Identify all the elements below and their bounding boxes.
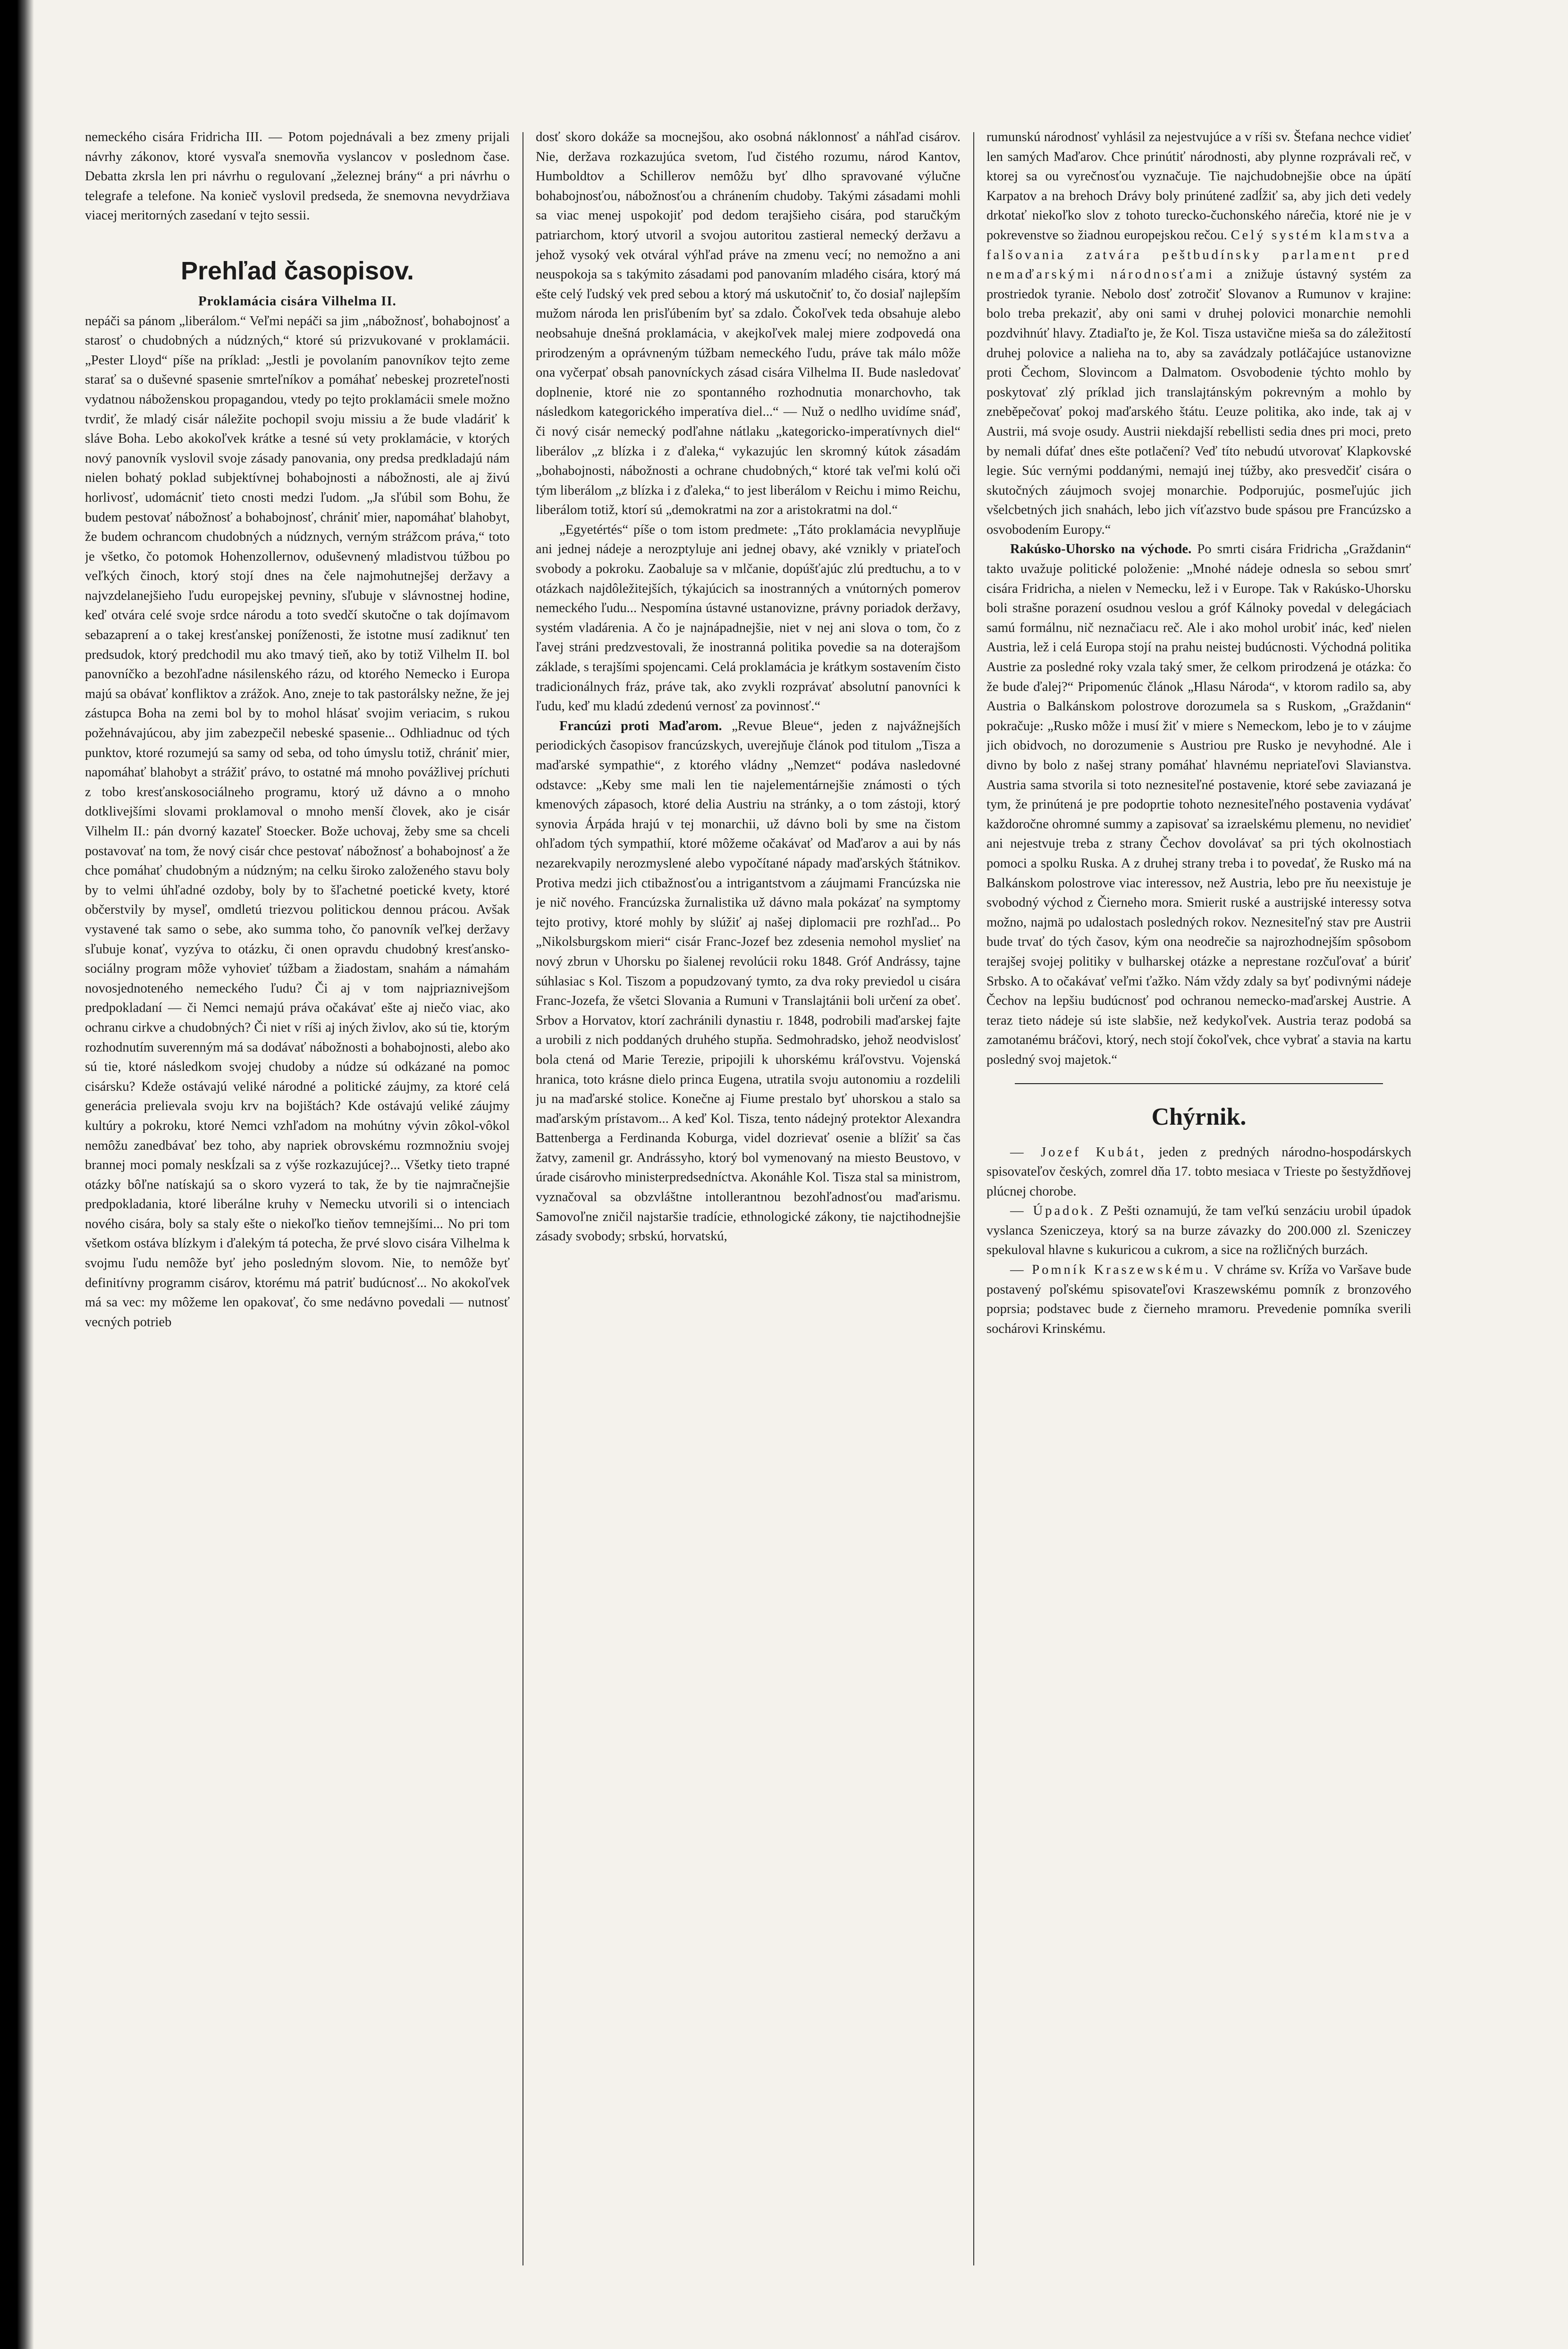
newspaper-page	[85, 127, 1421, 2270]
news-text: Z Pešti oznamujú, že tam veľkú senzáciu urobil úpadok vyslanca Szeniczeya, ktorý sa na burze závazky do 200.000 zl. Szeniczey spekuloval hlavne s kukuricou a cukrom, a sice na rožličných burzách.	[986, 1204, 1411, 1258]
news-lead: — Pomník Kraszewskému.	[1010, 1263, 1211, 1278]
news-item	[986, 1201, 1411, 1260]
lead-phrase: nepáči sa pánom „liberálom.“	[85, 313, 246, 328]
article-text: „Revue Bleue“, jeden z najvážnejších periodických časopisov francúzskych, uverejňuje článok pod titulom „Tisza a maďarské sympathie“, z ktorého vládny „Nemzet“ podáva nasledovné odstavce: „Keby sme mali len tie najelementárnejšie známosti o tých kmenových zápasoch, ktoré delia Austriu na stránky, a o tom zástoji, ktorý synovia Árpáda hrajú v tej monarchii, už dávno boli by sme na čistom ohľadom tých sympathií, ktoré môžeme očakávať od Maďarov a aui by nás nezarekvapily nerozmyslené alebo vypočítané nápady maďarských štátnikov. Protiva medzi jich ctibažnosťou a intrigantstvom a záujmami Francúzska nie je nič nového. Francúzska žurnalistika už dávno mala pokázať na symptomy tejto protivy, ktoré mohly by slúžiť aj našej diplomacii pre rozhľad... Po „Nikolsburgskom mieri“ cisár Franc-Jozef bez zdesenia nemohol myslieť na nový zbrun v Uhorsku po šialenej revolúcii roku 1848. Gróf Andrássy, tajne súhlasiac s Kol. Tiszom a popudzovaný tymto, za dva roky previedol u cisára Franc-Jozefa, že všetci Slovania a Rumuni v Translajtánii boli určení za obeť. Srbov a Horvatov, ktorí zachránili dynastiu r. 1848, podrobili maďarskej fajte a urobili z nich poddaných druhého stupňa. Sedmohradsko, jehož neodvislosť bola ctená od Marie Terezie, pripojili k uhorskému kráľovstvu. Vojenská hranica, toto krásne dielo princa Eugena, utratila svoju autonomiu a rozdelili ju na maďarské stolice. Konečne aj Fiume prestalo byť uhorskou a stalo sa maďarským prístavom... A keď Kol. Tisza, tento nádejný protektor Alexandra Battenberga a Ferdinanda Koburga, videl dozrievať osenie a blížiť sa čas žatvy, zamenil gr. Andrássyho, ktorý bol vymenovaný na miesto Beustovo, v úrade cisárovho ministerpredsedníctva. Akonáhle Kol. Tisza stal sa ministrom, vyznačoval sa obzvláštne intollerantnou bezohľadnosťou maďarismu. Samovoľne zničil najstaršie tradície, ethnologické zákony, tie najctihodnejšie zásady svobody; srbskú, horvatskú,	[536, 718, 961, 1244]
emphasis-text: Celý systém klamstva a falšovania zatvára peštbudínsky parlament pred nemaďarskými národnosťami	[986, 227, 1411, 282]
article-headline: Francúzi proti Maďarom.	[559, 718, 722, 733]
section-title: Prehľad časopisov.	[181, 256, 414, 285]
section-divider	[1015, 1083, 1383, 1084]
article-text: rumunskú národnosť vyhlásil za nejestvujúce a v ríši sv. Štefana nechce vidieť len samých Maďarov. Chce prinútiť národnosti, aby plynne rozprávali reč, v ktorej sa ou vyrečnosťou vyznačuje. Tie najchudobnejšie obce na úpätí Karpatov a na brehoch Drávy boly prinútené zadĺžiť sa, aby jich deti vedely drkotať niekoľko slov z tohoto turecko-čuchonského nárečia, ktoré nie je v pokrevenstve so žiadnou europejskou rečou.	[986, 130, 1411, 243]
article-body: dosť skoro dokáže sa mocnejšou, ako osobná náklonnosť a náhľad cisárov. Nie, deržava rozkazujúca svetom, ľud čistého rozumu, národ Kantov, Humboldtov a Schillerov nemôžu byť dlho spravované výlučne bohabojnosťou, nábožnosťou a chránením chudoby. Takými zásadami mohli sa viac menej uspokojiť pod dedom terajšieho cisára, pod staručkým patriarchom, ktorý utvoril a svojou autoritou zastieral nemecký deržavu a jehož vysoký vek otváral výhľad práve na zmenu vecí; no nemožno a ani neuspokoja sa s takýmito zásadami pod panovaním mladého cisára, ktorý má ešte celý ľudský vek pred sebou a ktorý má uskutočniť to, čo dosiaľ najlepším mužom národa len prisľúbením byť sa zdalo. Čokoľvek teda obsahuje alebo neobsahuje dnešná proklamácia, v akejkoľvek malej miere zodpovedá ona prirodzeným a oprávneným túžbam nemeckého ľudu, práve tak málo môže ona vyčerpať obsah panovníckych zásad cisára Vilhelma II. Bude nasledovať doplnenie, ktoré nie zo spontanného rozhodnutia monarchovho, tak následkom kategorického imperatíva diel...“ — Nuž o nedlho uvidíme snáď, či nový cisár nemecký podľahne nátlaku „kategoricko-imperatívnych diel“ liberálov „z blízka i z ďaleka,“ vykazujúc len skromný kútok zásadám „bohabojnosti, nábožnosti a ochrane chudobných,“ ktoré tak veľmi kolú oči tým liberálom „z blízka i z ďaleka,“ to jest liberálom v Reichu i mimo Reichu, liberálom totiž, ktorí sú „demokratmi na zor a aristokratmi na dol.“	[536, 130, 961, 518]
news-lead: — Jozef Kubát,	[1010, 1145, 1146, 1160]
news-text: V chráme sv. Kríža vo Varšave bude postavený poľskému spisovateľovi Kraszewskému pomník z bronzového poprsia; podstavec bude z čierneho mramoru. Prevedenie pomníka sverili sochárovi Krinskému.	[986, 1263, 1411, 1336]
news-text: jeden z predných národno-hospodárskych spisovateľov českých, zomrel dňa 17. tobto mesiaca v Trieste po šestyždňovej plúcnej chorobe.	[986, 1145, 1411, 1199]
column-2	[536, 127, 961, 2270]
article-text: Veľmi nepáči sa jim „nábožnosť, bohabojnosť a starosť o chudobných a núdzných,“ ktoré sú prizvukované v proklamácii. „Pester Lloyd“ píše na príklad: „Jestli je povolaním panovníkov tejto zeme starať sa o duševné spasenie smrteľníkov a pomáhať nebeskej prozreteľnosti vydatnou náboženskou propagandou, vtedy po tejto proklamácii smele možno tvrdiť, že mladý cisár náležite pochopil svoju missiu a že bude vladáriť k sláve Boha. Lebo akokoľvek krátke a tesné sú vety proklamácie, v ktorých nový panovník vyslovil svoje zásady panovania, ony predsa predkladajú nám nielen bohatý poklad subjektívnej bohabojnosti a nábožnosti, ale aj živú horlivosť, udomácniť tieto cnosti medzi ľudom. „Ja sľúbil som Bohu, že budem pestovať nábožnosť a bohabojnosť, chrániť mier, napomáhať blahobyt, že budem ochrancom chudobných a núdznych, verným strážcom práva,“ toto je všetko, čo potomok Hohenzollernov, oduševnený mladistvou túžbou po veľkých činoch, ktorý stojí dnes na čele najmohutnejšej deržavy a najvzdelanejšieho ľudu europejskej pevniny, sľubuje v slávnostnej hodine, keď otvára celé svoje srdce národu a toto svedčí skutočne o tak dojímavom sebazaprení a o takej kresťanskej poníženosti, že istotne musí zadiknuť ten predsudok, ktorý predchodil mu ako tmavý tieň, ako by totiž Vilhelm II. bol panovníčko a bezohľadne násilenského rázu, od ktorého Nemecko i Europa majú sa obávať konfliktov a zrážok. Ano, zneje to tak pastorálsky nežne, že jej zástupca Boha na zemi bol by to mohol hlásať svojim veriacim, s rukou požehnávajúcou, aby jim zabezpečil nebeské spasenie... Odhliadnuc od tých punktov, ktoré rozumejú sa samy od seba, od toho úmyslu totiž, chrániť mier, napomáhať blahobyt a strážiť právo, to ostatné má mnoho povážlivej príchuti z tobo kresťanskosociálneho programu, ktorý už dávno a o mnoho dotklivejšími slovami proklamoval o mnoho menší človek, ako je cisár Vilhelm II.: pán dvorný kazateľ Stoecker. Bože uchovaj, žeby sme sa chceli postavovať na tom, že nový cisár chce pestovať nábožnosť a bohabojnosť a že chce pomáhať chudobným a núdzným; na celku široko založeného stavu boly by to velmi úhľadné ozdoby, boly by to šľachetné poetické kvety, ktoré občerstvily by myseľ, omdletú triezvou politickou dennou prácou. Avšak vystavené tak samo o sebe, ako summa toho, čo panovník veľkej deržavy sľubuje konať, vyzýva to otázku, či onen opravdu chudobný kresťansko-sociálny program môže vyhovieť túžbam a žiadostam, snahám a námahám novosjednoteného nemeckého ľudu? Či aj v tom najpriaznivejšom predpokladaní — či Nemci nemajú práva očakávať ešte aj niečo viac, ako ochranu cirkve a chudobných? Či niet v ríši aj iných živlov, ako sú tie, ktorým rozhodnutím suverenným má sa dodávať nábožnosti a bohabojnosti, alebo ako sú tie, ktoré následkom svojej chudoby a núdze sú odkázané na pomoc cisársku? Kdeže ostávajú veliké národné a politické záujmy, za ktoré celá generácia prelievala svoju krv na bojištách? Kde ostávajú veliké záujmy kultúry a pokroku, ktoré Nemci vzhľadom na mohútny vývin zôkol-vôkol nemôžu zanedbávať bez toho, aby napriek obrovskému rozmnožniu svojej brannej moci pomaly neskĺzali sa z výše rozkazujúcej?... Všetky tieto trapné otázky bôľne natískajú sa o skoro vyzerá to tak, že by tie najmračnejšie predpokladania, ktoré liberálne kruhy v Nemecku utvorili si o intenciach nového cisára, boly sa staly ešte o niekoľko tieňov temnejšími... No pri tom všetkom ostáva blízkym i ďalekým tá potecha, že prvé slovo cisára Vilhelma k svojmu ľudu nemôže byť jeho posledným slovom. Nie, to nemôže byť definitívny programm cisárov, ktorému má patriť budúcnosť... No akokoľvek má sa vec: my môžeme len opakovať, čo sme nedávno povedali — nutnosť vecných potrieb	[85, 313, 510, 1330]
article-body: „Egyetértés“ píše o tom istom predmete: „Táto proklamácia nevyplňuje ani jednej nádeje a nerozptyluje ani jednej obavy, aké vznikly v priateľoch svobody a pokroku. Zaobaluje sa v mlčanie, dopúšťajúc zlú predtuchu, a to v otázkach najdôležitejších, týkajúcich sa inostranných a vnútorných pomerov nemeckého ľudu... Nespomína ústavné ustanovizne, právny poriadok deržavy, systém vladárenia. A čo je najnápadnejšie, niet v nej ani slova o tom, čo z ľavej stráni predzvestovali, že inostranná politika povedie sa na doterajšom základe, s terajšími spojencami. Celá proklamácia je krátkym sostavením čisto tradicionálnych fráz, práve tak, ako zvykli rozprávať absolutní panovníci k ľudu, keď mu kladú zdedenú vernosť za povinnosť.“	[536, 522, 961, 714]
column-3	[986, 127, 1411, 2270]
article-continuation: nemeckého cisára Fridricha III. — Potom pojednávali a bez zmeny prijali návrhy zákonov, ktoré vysvaľa snemovňa vyslancov v poslednom čase. Debatta zkrsla len pri návrhu o regulovaní „železnej brány“ a pri návrhu o telegrafe a telefone. Na konieč vyslovil predseda, že snemovna nevydržiava viacej meritorných zasedaní v tejto sessii.	[85, 130, 510, 223]
article-headline: Rakúsko-Uhorsko na východe.	[1010, 542, 1192, 557]
article-text: Po smrti cisára Fridricha „Graždanin“ takto uvažuje politické položenie: „Mnohé nádeje odnesla so sebou smrť cisára Fridricha, a nielen v Nemecku, lež i v Europe. Tak v Rakúsko-Uhorsku boli strašne porazení osudnou veslou a gróf Kálnoky povedal v delegáciach samú formálnu, nič neznačiacu reč. Ale i ako mohol urobiť inác, keď nielen Austria, lež i celá Europa stojí na prahu neistej budúcnosti. Východná politika Austrie za posledné roky vzala taký smer, že celkom prirodzená je otázka: čo že bude ďalej?“ Pripomenúc článok „Hlasu Národa“, v ktorom radilo sa, aby Austria o Balkánskom polostrove dorozumela sa s Ruskom, „Graždanin“ pokračuje: „Rusko môže i musí žiť v miere s Nemeckom, lebo je to v záujme jich obidvoch, no dorozumenie s Austriou pre Rusko je nevyhodné. Ale i divno by bolo z našej strany pomáhať hlavnému nepriateľovi Slavianstva. Austria sama stvorila si toto neznesiteľné postavenie, ktoré sebe zaviazaná je tym, že prinútená je pre podoprtie tohoto neznesiteľného postavenia vydávať každoročne ohromné summy a zapisovať sa izraelskému plemenu, no nevidieť ani nejestvuje treba z strany Čechov dovolávať sa pri tých okolnostiach pomoci a spolku Ruska. A z druhej strany treba i to povedať, že Rusko má na Balkánskom polostrove viac interessov, než Austria, lebo pre ňu neexistuje je svobodný východ z Čierneho mora. Smierit ruské a austrijské interessy sotva možno, najmä po udalostach posledných rokov. Neznesiteľný stav pre Austrii bude trvať do tých časov, kým ona neodrečie sa najrozhodnejším spôsobom terajšej svojej politiky v bulharskej otázke a neprestane rozčuľovať a búriť Srbsko. A to očakávať veľmi ťažko. Nám vždy zdaly sa byť podivnými nádeje Čechov na lepšiu budúcnosť pod ochranou nemecko-maďarskej Austrie. A teraz tieto nádeje sú iste slabšie, než kedykoľvek. Austria teraz podobá sa zamotanému bráčovi, ktorý, nech stojí čokoľvek, chce vybrať a stavia na kartu posledný svoj majetok.“	[986, 542, 1411, 1067]
article-body	[536, 716, 961, 1246]
article-headline: Proklamácia cisára Vilhelma II.	[198, 294, 396, 309]
article-body	[986, 127, 1411, 539]
binding-edge	[0, 0, 34, 2349]
column-1	[85, 127, 510, 2270]
article-body	[85, 312, 510, 1332]
article-body	[986, 539, 1411, 1069]
column-rule	[973, 132, 974, 2265]
news-item	[986, 1260, 1411, 1339]
article-text: a znižuje ústavný systém za prostriedok tyranie. Nebolo dosť zotročiť Slovanov a Rumunov v krajine: bolo treba prekaziť, aby oni sami v druhej polovici monarchie nemohli pozdvihnúť hlavy. Ztadiaľto je, že Kol. Tisza ustavične mieša sa do záležitostí druhej polovice a nalieha na to, aby sa zavádzaly potláčajúce ustanovizne proti Čechom, Slovincom a Dalmatom. Osvobodenie týchto mohlo by poskytovať zlý príklad jich translajtánským pokrevným a mohlo by zneběpečovať pokoj maďarského štátu. Ľeuze politika, ako inde, tak aj v Austrii, má svoje osudy. Austrii niekdajší rebellisti sedia dnes pri moci, preto by nemali dúfať dnes ešte potlačení? Veď títo nebudú utvorovať Klapkovské legie. Súc vernými poddanými, nemajú inej túžby, ako presvedčiť cisára o skutočných záujmoch svojej monarchie. Podporujúc, posmeľujúc jich všelcbetných jich snahách, lebo jich víťazstvo bude spásou pre Francúzsko a osvobodením Europy.“	[986, 267, 1411, 537]
news-section-title: Chýrnik.	[1151, 1103, 1247, 1130]
news-item	[986, 1143, 1411, 1202]
news-lead: — Úpadok.	[1010, 1204, 1096, 1219]
